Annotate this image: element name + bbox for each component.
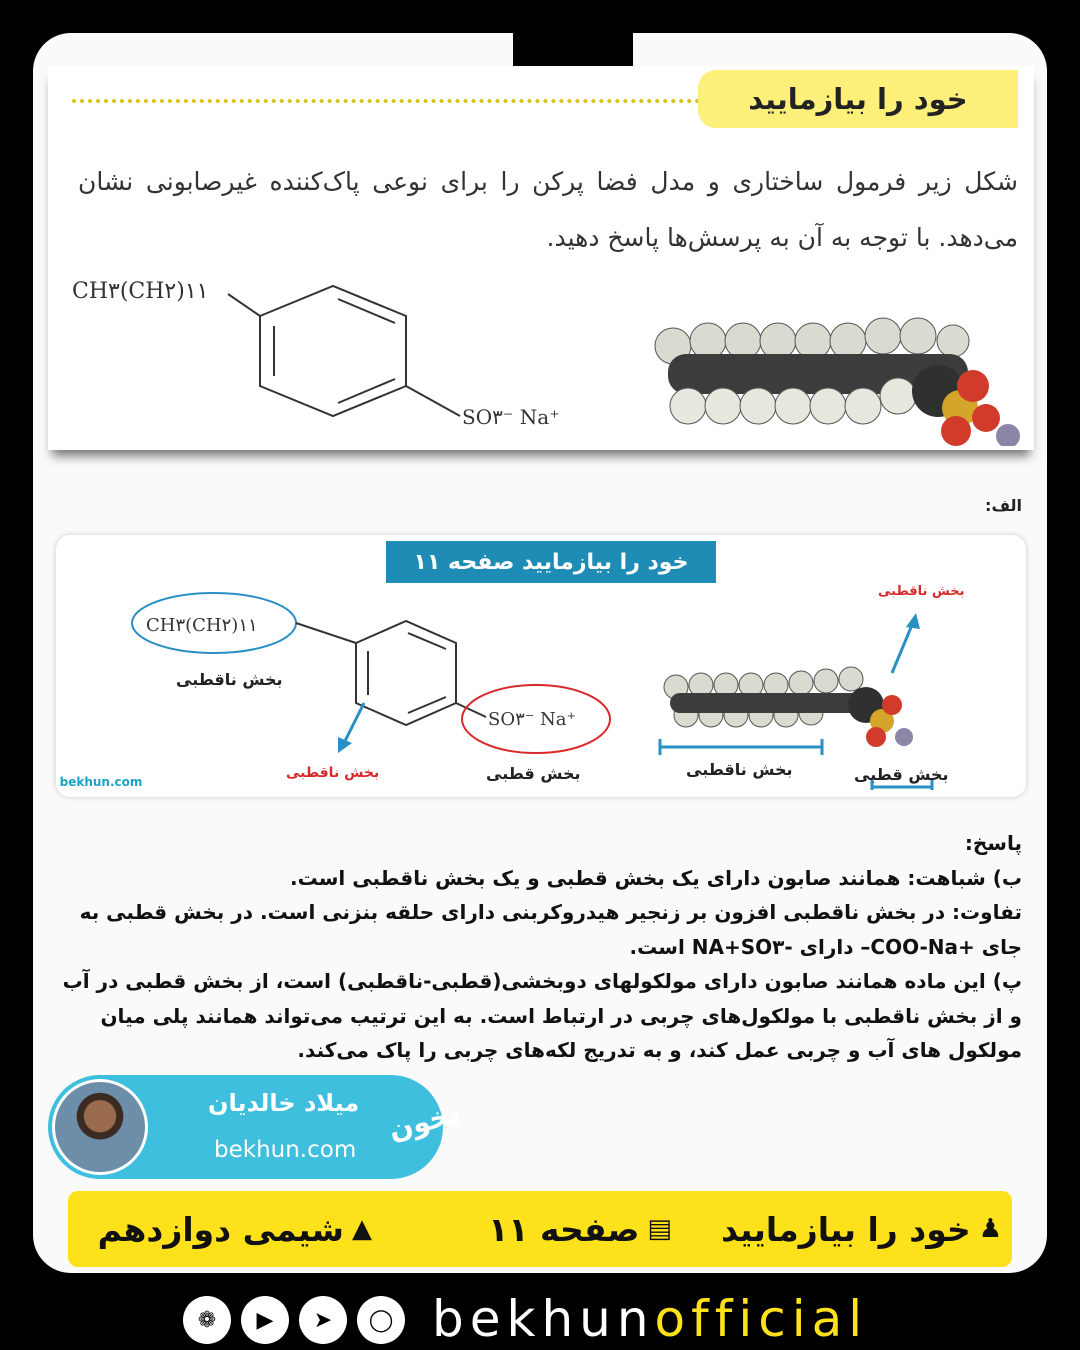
- answer-heading: پاسخ:: [964, 831, 1022, 855]
- answer-structure: [116, 585, 636, 795]
- film-reel-icon[interactable]: ❁: [183, 1296, 231, 1344]
- bekhun-badge: bekhun.com: [59, 775, 143, 789]
- author-logo-icon: بخون: [384, 1096, 464, 1147]
- book-icon: ▤: [647, 1214, 672, 1244]
- answer-figure-title: خود را بیازمایید صفحه ۱۱: [386, 541, 716, 583]
- author-card[interactable]: [48, 1075, 464, 1179]
- part-label: الف:: [985, 496, 1022, 515]
- avatar: [52, 1079, 148, 1175]
- label-nonpolar-red: بخش ناقطبی: [286, 765, 380, 781]
- answer-model: [646, 575, 1016, 790]
- brand-handle[interactable]: [432, 1290, 868, 1348]
- space-filling-model: [638, 296, 1028, 446]
- question-text: شکل زیر فرمول ساختاری و مدل فضا پرکن را برای نوعی پاک‌کننده غیرصابونی نشان می‌دهد. با توجه به آن به پرسش‌ها پاسخ دهید.: [78, 167, 1018, 252]
- footer-item1-label: خود را بیازمایید: [720, 1209, 971, 1249]
- answer-line-b: ب) شباهت: همانند صابون دارای یک بخش قطبی و یک بخش ناقطبی است.: [289, 865, 1022, 890]
- label-nonpolar-chain: بخش ناقطبی: [176, 670, 283, 689]
- answer-chain-formula: CH۳(CH۲)۱۱: [146, 615, 258, 636]
- structural-formula: [68, 266, 608, 446]
- footer-item3-label: شیمی دوازدهم: [97, 1209, 344, 1249]
- footer-item2-label: صفحه ۱۱: [488, 1209, 640, 1249]
- footer-item-page: [488, 1191, 672, 1267]
- footer-item-test: [721, 1191, 1002, 1267]
- brand-yellow: official: [654, 1290, 869, 1348]
- graduation-cap-icon: ▲: [352, 1214, 372, 1244]
- answer-line-diff: تفاوت: در بخش ناقطبی افزون بر زنجیر هیدروکربنی دارای حلقه بنزنی است. در بخش قطبی به جای +COO-Na– دارای -NA+SO۳ است.: [79, 900, 1022, 959]
- teacher-icon: ♟: [978, 1214, 1002, 1244]
- answer-head-formula: SO۳⁻ Na⁺: [488, 709, 576, 730]
- question-box: [48, 66, 1034, 450]
- author-site[interactable]: bekhun.com: [214, 1137, 357, 1163]
- youtube-icon[interactable]: ▶: [241, 1296, 289, 1344]
- label-nonpolar-top: بخش ناقطبی: [878, 584, 965, 599]
- social-icons: [183, 1292, 405, 1348]
- label-nonpolar-model: بخش ناقطبی: [686, 760, 793, 779]
- dotted-divider: [72, 99, 716, 103]
- answer-text: [62, 826, 1022, 1068]
- formula-chain: CH۳(CH۲)۱۱: [72, 279, 209, 304]
- formula-head: SO۳⁻ Na⁺: [462, 405, 560, 429]
- question-title: خود را بیازمایید: [698, 70, 1018, 128]
- label-polar-model: بخش قطبی: [854, 765, 949, 784]
- instagram-icon[interactable]: ◯: [357, 1296, 405, 1344]
- telegram-icon[interactable]: ➤: [299, 1296, 347, 1344]
- answer-figure: [56, 535, 1026, 797]
- answer-line-p: پ) این ماده همانند صابون دارای مولکولهای دوبخشی(قطبی-ناقطبی) است، از بخش قطبی در آب و از بخش ناقطبی با مولکول‌های چربی در ارتباط است. به این ترتیب می‌تواند همانند پلی میان مولکول های آب و چربی عمل کند، و به تدریج لکه‌های چربی را پاک می‌کند.: [62, 969, 1022, 1062]
- brand-white: bekhun: [432, 1290, 655, 1348]
- footer-item-subject: [98, 1191, 372, 1267]
- footer-bar: [68, 1191, 1012, 1267]
- author-name: میلاد خالدیان: [208, 1089, 360, 1117]
- label-polar-head: بخش قطبی: [486, 764, 581, 783]
